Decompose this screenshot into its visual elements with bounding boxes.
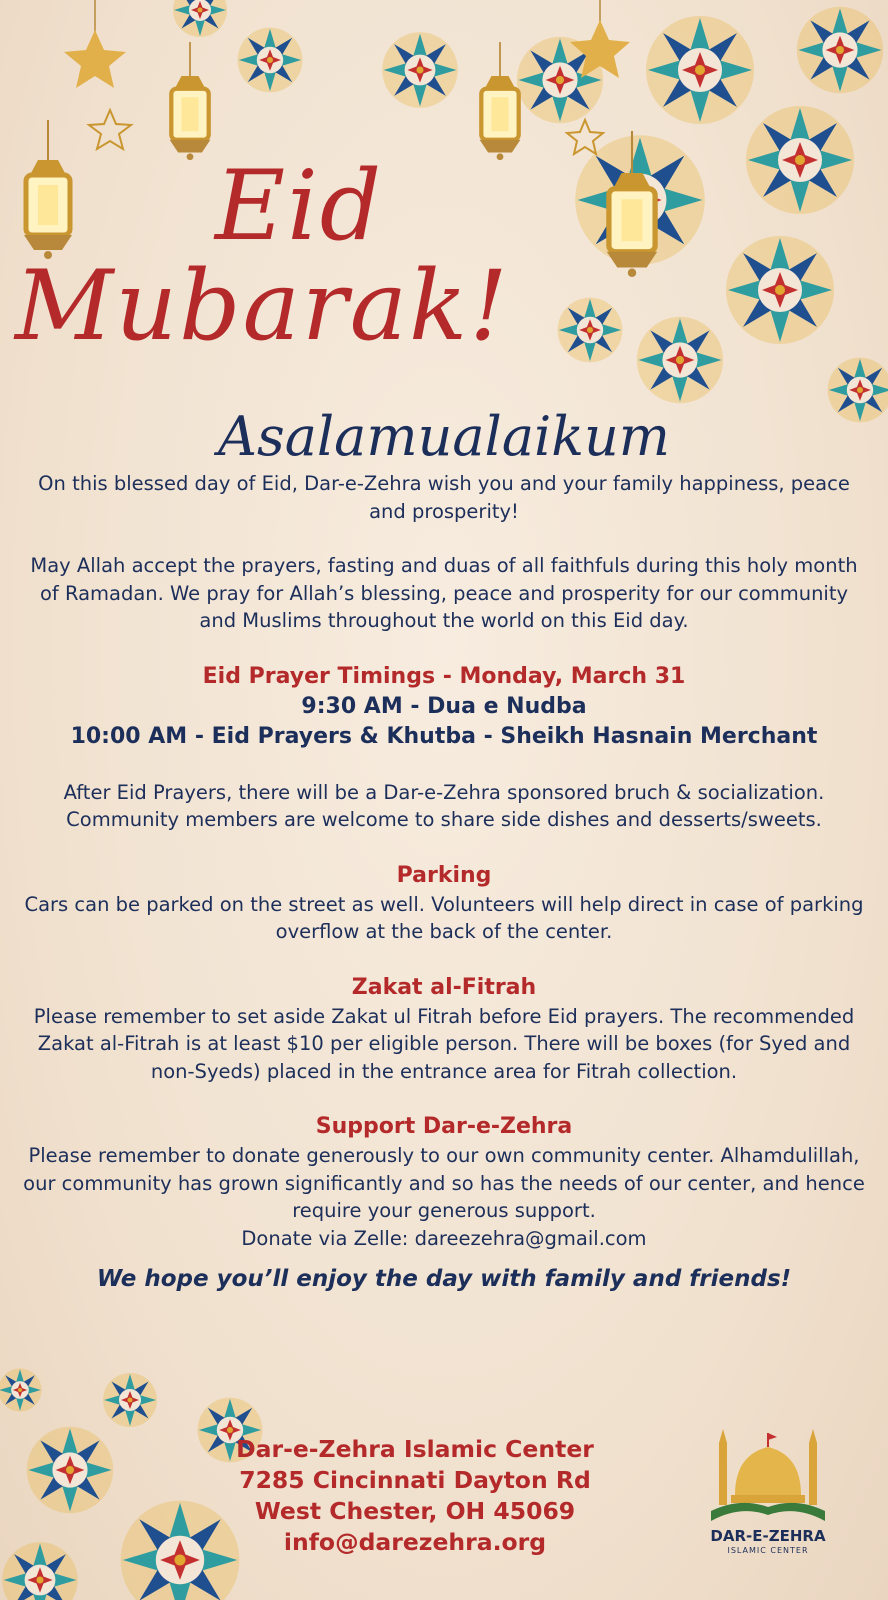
timing-item: 9:30 AM - Dua e Nudba xyxy=(301,693,587,719)
parking-heading: Parking xyxy=(396,862,492,888)
logo-subtitle: ISLAMIC CENTER xyxy=(727,1546,809,1555)
center-name: Dar-e-Zehra Islamic Center xyxy=(236,1435,594,1463)
support-heading: Support Dar-e-Zehra xyxy=(315,1114,573,1139)
title-eid: Eid xyxy=(215,150,384,262)
logo-name: DAR-E-ZEHRA xyxy=(710,1527,826,1545)
parking-text: Cars can be parked on the street as well. Volunteers will help direct in case of parking overflow at the back of the center. xyxy=(24,892,864,943)
address-block xyxy=(200,1434,630,1558)
support-text: Please remember to donate generously to our own community center. Alhamdulillah, our community has grown significantly and so has the needs of our center, and hence require your generous support. xyxy=(23,1144,865,1222)
timing-item: 10:00 AM - Eid Prayers & Khutba - Sheikh Hasnain Merchant xyxy=(70,723,818,749)
mosque-book-icon xyxy=(705,1425,831,1525)
center-logo xyxy=(705,1425,831,1575)
street-address: 7285 Cincinnati Dayton Rd xyxy=(239,1466,591,1494)
contact-email: info@darezehra.org xyxy=(283,1528,547,1556)
city-address: West Chester, OH 45069 xyxy=(254,1497,576,1525)
zakat-heading: Zakat al-Fitrah xyxy=(351,974,537,1000)
brunch-text: After Eid Prayers, there will be a Dar-e-Zehra sponsored bruch & socialization. Community members are welcome to share side dishes and desserts/sweets. xyxy=(63,780,825,831)
message-body xyxy=(20,470,868,1294)
closing-message: We hope you’ll enjoy the day with family and friends! xyxy=(96,1266,792,1292)
zakat-text: Please remember to set aside Zakat ul Fitrah before Eid prayers. The recommended Zakat al-Fitrah is at least $10 per eligible person. There will be boxes (for Syed and non-Syeds) placed in the entrance area for Fitrah collection. xyxy=(33,1004,855,1083)
salutation: Asalamualaikum xyxy=(218,405,670,468)
title-mubarak: Mubarak! xyxy=(15,250,510,362)
timings-heading: Eid Prayer Timings - Monday, March 31 xyxy=(202,663,686,689)
prayer-message: May Allah accept the prayers, fasting and duas of all faithfuls during this holy month of Ramadan. We pray for Allah’s blessing, peace and prosperity for our community and Muslims throughout the world on this Eid day. xyxy=(30,554,858,632)
donate-text: Donate via Zelle: dareezehra@gmail.com xyxy=(241,1226,647,1250)
intro-text: On this blessed day of Eid, Dar-e-Zehra wish you and your family happiness, peace and prosperity! xyxy=(38,472,850,523)
